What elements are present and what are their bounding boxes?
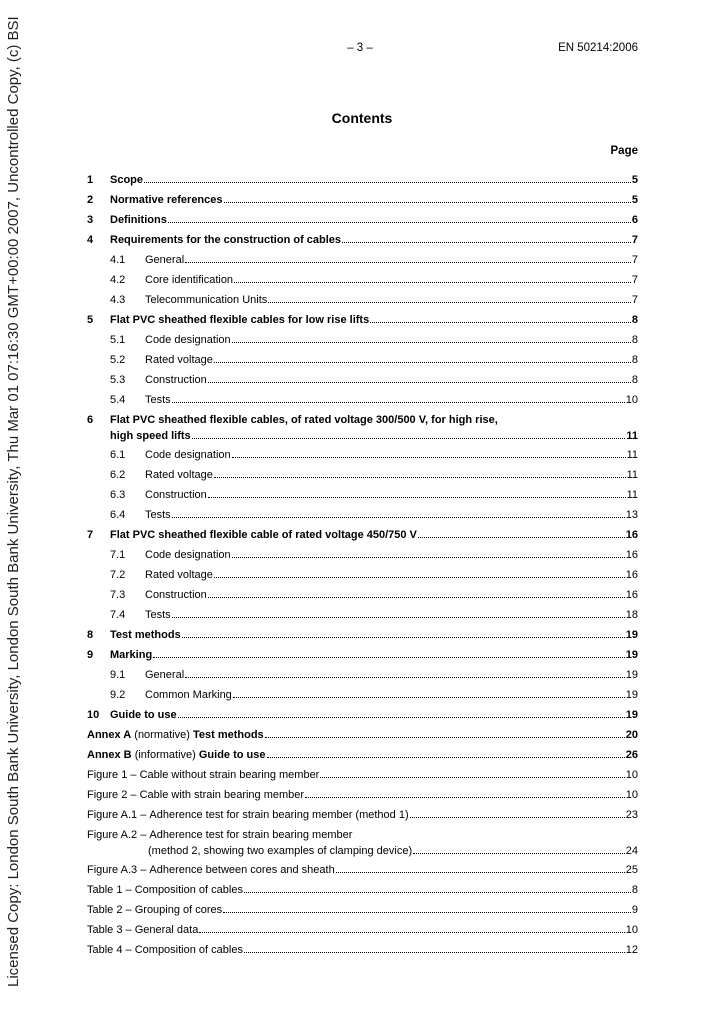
toc-number: 3 (87, 214, 94, 226)
toc-page: 16 (625, 569, 638, 581)
toc-number: 7 (87, 529, 94, 541)
figure-label: Figure A.3 – (87, 864, 147, 876)
toc-page: 12 (625, 944, 638, 956)
toc-page: 8 (631, 334, 638, 346)
toc-figure[interactable] (87, 785, 638, 805)
toc-title: Telecommunication Units (145, 294, 268, 306)
toc-subentry[interactable] (87, 485, 638, 505)
table-label: Table 2 – (87, 904, 132, 916)
toc-figure[interactable] (87, 765, 638, 785)
toc-subentry[interactable] (87, 665, 638, 685)
toc-table[interactable] (87, 920, 638, 940)
toc-number: 6 (87, 414, 94, 426)
toc-page: 13 (625, 509, 638, 521)
toc-page: 8 (631, 884, 638, 896)
toc-entry[interactable] (87, 645, 638, 665)
toc-title: Marking (110, 649, 153, 661)
toc-subentry[interactable] (87, 250, 638, 270)
toc-title: Construction (145, 374, 207, 386)
toc-page: 7 (631, 274, 638, 286)
figure-title: (method 2, showing two examples of clamping device) (148, 845, 413, 857)
toc-page: 6 (631, 214, 638, 226)
toc-number: 9 (87, 649, 94, 661)
toc-table[interactable] (87, 880, 638, 900)
toc-number: 6.2 (110, 469, 126, 481)
license-watermark: Licensed Copy: London South Bank University, London South Bank University, Thu Mar 01 07:16:30 GMT+00:00 2007, Uncontrolled Copy, (c) BSI (5, 16, 22, 987)
toc-entry[interactable] (87, 525, 638, 545)
toc-annex[interactable] (87, 725, 638, 745)
toc-subentry[interactable] (87, 390, 638, 410)
toc-page: 7 (631, 234, 638, 246)
figure-title: Cable without strain bearing member (139, 769, 320, 781)
table-title: Composition of cables (134, 884, 243, 896)
toc-title: Test methods (110, 629, 181, 641)
toc-title: Normative references (110, 194, 223, 206)
toc-number: 6.3 (110, 489, 126, 501)
toc-page: 19 (625, 649, 638, 661)
toc-page: 11 (626, 449, 638, 461)
toc-title: Rated voltage (145, 354, 213, 366)
table-label: Table 4 – (87, 944, 132, 956)
toc-page: 11 (626, 430, 638, 442)
toc-figure[interactable] (87, 860, 638, 880)
toc-number: 9.1 (110, 669, 126, 681)
toc-entry[interactable] (87, 230, 638, 250)
figure-title: Adherence between cores and sheath (149, 864, 335, 876)
toc-page: 19 (625, 629, 638, 641)
toc-entry[interactable] (87, 210, 638, 230)
toc-figure[interactable] (87, 825, 638, 860)
toc-page: 10 (625, 394, 638, 406)
toc-title: Code designation (145, 549, 231, 561)
toc-page: 11 (626, 489, 638, 501)
toc-title: General (145, 669, 185, 681)
toc-page: 19 (625, 689, 638, 701)
toc-page: 18 (625, 609, 638, 621)
annex-label: Annex B (87, 749, 132, 761)
standard-number: EN 50214:2006 (558, 42, 638, 54)
figure-title: Cable with strain bearing member (139, 789, 305, 801)
toc-number: 7.1 (110, 549, 126, 561)
toc-table[interactable] (87, 940, 638, 960)
toc-number: 4.3 (110, 294, 126, 306)
toc-title: Guide to use (110, 709, 177, 721)
annex-label: Annex A (87, 729, 132, 741)
toc-subentry[interactable] (87, 290, 638, 310)
annex-title: Guide to use (198, 749, 266, 761)
toc-number: 7.3 (110, 589, 126, 601)
toc-number: 4.1 (110, 254, 126, 266)
toc-number: 6.4 (110, 509, 126, 521)
toc-number: 5 (87, 314, 94, 326)
toc-subentry[interactable] (87, 545, 638, 565)
toc-title-line1: Flat PVC sheathed flexible cables, of rated voltage 300/500 V, for high rise, (110, 414, 498, 426)
toc-subentry[interactable] (87, 350, 638, 370)
annex-type: (normative) (134, 729, 190, 741)
toc-title: Tests (145, 609, 171, 621)
toc-page: 16 (625, 529, 638, 541)
annex-title: Test methods (192, 729, 264, 741)
toc-page: 19 (625, 669, 638, 681)
toc-number: 10 (87, 709, 100, 721)
toc-title: high speed lifts (110, 430, 191, 442)
toc-number: 7.2 (110, 569, 126, 581)
toc-number: 9.2 (110, 689, 126, 701)
toc-annex[interactable] (87, 745, 638, 765)
figure-label: Figure A.2 – (87, 829, 147, 841)
toc-title: Core identification (145, 274, 234, 286)
table-title: Composition of cables (134, 944, 243, 956)
page-title: Contents (331, 110, 393, 126)
toc-subentry[interactable] (87, 605, 638, 625)
toc-subentry[interactable] (87, 585, 638, 605)
annex-type: (informative) (134, 749, 196, 761)
toc-title: Tests (145, 509, 171, 521)
toc-table[interactable] (87, 900, 638, 920)
toc-page: 11 (626, 469, 638, 481)
toc-subentry[interactable] (87, 685, 638, 705)
page-number: – 3 – (347, 42, 373, 54)
toc-page: 24 (625, 845, 638, 857)
figure-title: Adherence test for strain bearing member (method 1) (149, 809, 409, 821)
toc-entry[interactable] (87, 410, 638, 445)
figure-title-line1: Adherence test for strain bearing member (149, 829, 353, 841)
toc-number: 7.4 (110, 609, 126, 621)
toc-title: Rated voltage (145, 469, 213, 481)
table-label: Table 3 – (87, 924, 132, 936)
table-label: Table 1 – (87, 884, 132, 896)
table-title: General data (134, 924, 199, 936)
toc-title: Flat PVC sheathed flexible cables for low rise lifts (110, 314, 370, 326)
toc-page: 23 (625, 809, 638, 821)
toc-number: 5.4 (110, 394, 126, 406)
toc-title: Construction (145, 489, 207, 501)
toc-title: Code designation (145, 334, 231, 346)
toc-title: Definitions (110, 214, 167, 226)
toc-number: 2 (87, 194, 94, 206)
toc-page: 5 (631, 194, 638, 206)
page-column-label: Page (610, 145, 638, 157)
toc-subentry[interactable] (87, 445, 638, 465)
toc-number: 1 (87, 174, 94, 186)
table-title: Grouping of cores (134, 904, 223, 916)
toc-number: 5.2 (110, 354, 126, 366)
toc-page: 19 (625, 709, 638, 721)
toc-number: 6.1 (110, 449, 126, 461)
toc-entry[interactable] (87, 170, 638, 190)
toc-number: 4 (87, 234, 94, 246)
toc-page: 10 (625, 924, 638, 936)
toc-number: 5.3 (110, 374, 126, 386)
toc-page: 7 (631, 254, 638, 266)
toc-title: Rated voltage (145, 569, 213, 581)
toc-page: 7 (631, 294, 638, 306)
toc-subentry[interactable] (87, 270, 638, 290)
toc-subentry[interactable] (87, 465, 638, 485)
toc-title: Code designation (145, 449, 231, 461)
toc-page: 8 (631, 314, 638, 326)
toc-entry[interactable] (87, 310, 638, 330)
toc-number: 4.2 (110, 274, 126, 286)
toc-title: Tests (145, 394, 171, 406)
figure-label: Figure 1 – (87, 769, 137, 781)
toc-subentry[interactable] (87, 330, 638, 350)
toc-page: 5 (631, 174, 638, 186)
toc-page: 26 (625, 749, 638, 761)
toc-title: General (145, 254, 185, 266)
toc-page: 10 (625, 789, 638, 801)
toc-entry[interactable] (87, 705, 638, 725)
toc-page: 20 (625, 729, 638, 741)
toc-title: Construction (145, 589, 207, 601)
toc-subentry[interactable] (87, 565, 638, 585)
toc-subentry[interactable] (87, 505, 638, 525)
toc-page: 9 (631, 904, 638, 916)
toc-page: 10 (625, 769, 638, 781)
figure-label: Figure A.1 – (87, 809, 147, 821)
toc-title: Scope (110, 174, 144, 186)
toc-figure[interactable] (87, 805, 638, 825)
toc-entry[interactable] (87, 625, 638, 645)
toc-number: 8 (87, 629, 94, 641)
toc-page: 16 (625, 549, 638, 561)
table-of-contents (87, 170, 638, 960)
toc-title: Flat PVC sheathed flexible cable of rated voltage 450/750 V (110, 529, 417, 541)
toc-title: Common Marking (145, 689, 232, 701)
toc-page: 8 (631, 354, 638, 366)
toc-number: 5.1 (110, 334, 126, 346)
toc-entry[interactable] (87, 190, 638, 210)
toc-page: 25 (625, 864, 638, 876)
toc-title: Requirements for the construction of cables (110, 234, 342, 246)
figure-label: Figure 2 – (87, 789, 137, 801)
toc-page: 16 (625, 589, 638, 601)
toc-subentry[interactable] (87, 370, 638, 390)
toc-page: 8 (631, 374, 638, 386)
